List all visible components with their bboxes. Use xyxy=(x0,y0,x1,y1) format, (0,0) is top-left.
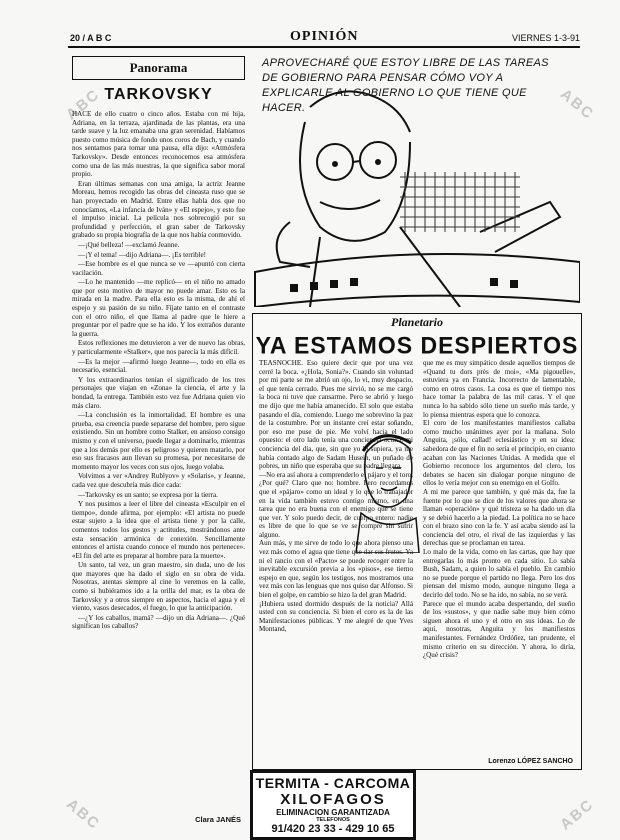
mustache xyxy=(320,200,380,209)
paragraph: —No era así ahora a comprenderlo el pájaro y el toro, ¿Por qué? Claro que no: hombre. Pero recordamos que el «pájaro» como un ideal y lo que lo trabajador en la vida también estuvo contigo mismo, en una tarea que no era buena con el enemigo que se tiene que ver. Y solo puedo decir, de cuerpo entero: nadie es libre de que lo que se ve se compre sin sufrir alguno. xyxy=(259,470,413,539)
airplane-window xyxy=(490,278,498,286)
paragraph: Volvimos a ver «Andrey Rublyov» y «Solaris», y Jeanne, cada vez que descubría más dice cada: xyxy=(72,472,245,489)
hand xyxy=(277,222,310,267)
cartoon-speech: APROVECHARÉ QUE ESTOY LIBRE DE LAS TAREAS DE GOBIERNO PARA PENSAR CÓMO VOY A EXPLICARLE AL GOBIERNO LO QUE TIENE QUE HACER. xyxy=(262,57,549,114)
panorama-label: Panorama xyxy=(72,56,245,80)
watermark: ABC xyxy=(557,85,598,124)
shoulders xyxy=(356,513,419,553)
eye-right xyxy=(375,159,381,165)
classified-ad xyxy=(250,770,416,840)
airplane-window xyxy=(290,284,298,292)
portrait-drawing xyxy=(351,423,421,553)
paragraph: HACE de ello cuatro o cinco años. Estaba con mi hija, Adriana, en la terraza, ajardinada de las plantas, era una tarde suave y la luz emanaba una gran serenidad. Habíamos puesto como música de fondo unos coros de Bach, y cuando nos sentamos para tomar una pausa, ella dijo: «Atmósfera Tarkovsky». Desde entonces reconocemos esa atmósfera como una de las más nuestras, la que significa sabor moral propio. xyxy=(72,110,245,179)
ad-line: ELIMINACION GARANTIZADA xyxy=(276,808,390,817)
head-outline xyxy=(300,122,410,241)
paragraph: Estos reflexiones me detuvieron a ver de nuevo las obras, y particularmente «Stalker», que nos parecía la más difícil. xyxy=(72,339,245,357)
planetario-headline: YA ESTAMOS DESPIERTOS xyxy=(255,331,579,359)
paragraph: —¡Y el tema! —dijo Adriana—. ¡Es terrible! xyxy=(78,250,206,259)
ad-line: TELEFONOS xyxy=(316,817,350,823)
eye-left xyxy=(332,161,338,167)
planetario-col-2 xyxy=(423,359,575,660)
paragraph: que me es muy simpático desde aquellos tiempos de «Quand tu dors près de moi», «Ma pigouelle», estuviera ya en Francia. Incorrecto de lamentable, como en otros casos. La cosa es que el tiempo nos hace tomar la palabra de las mil caras. Y el que nunca lo ha sabido sólo tiene un sueño más tarde, y lo piensa mientras espera que lo conozca. xyxy=(423,359,575,419)
paragraph: Eran últimas semanas con una amiga, la actriz Jeanne Moreau, hemos recogido las obras del cineasta ruso que se han proyectado en Madrid. Entre ellas habla dos que no conocíamos, «La infancia de Iván» y «El espejo», y esto fue el impulso inicial. La película nos sobrecogió por su profundidad y perfección, el gran saber de Tarkovsky grabado su propia biografía de la que nos había conmovido. xyxy=(72,179,245,240)
article-body xyxy=(72,110,245,631)
planetario-byline: Lorenzo LÓPEZ SANCHO xyxy=(488,758,573,765)
author-byline: Clara JANÉS xyxy=(195,815,241,824)
paragraph: —Lo he mantenido —me replicó— en el niño no amado que por esto motivo de mayor no puede amar. Esto es la mirada en la madre. Para ella esto es la misma, de ahí el espejo y su pasión de su niño. Fíjate tanto en el contraste con el otro niño, el que llama al padre que le hiere a preguntar por el padre que se ha ido. Y los extraños durante la guerra. xyxy=(72,278,245,338)
ad-phone: 91/420 23 33 - 429 10 65 xyxy=(271,823,395,835)
paragraph: —¿Y los caballos, mamá? —dijo un día Adriana—. ¿Qué significan los caballos? xyxy=(72,613,245,631)
planetario-box xyxy=(252,313,582,770)
paragraph: Y nos pusimos a leer el libre del cineasta «Esculpir en el tiempo», donde afirma, por ejemplo: «El artista no puede estar sujeto a la idea que el artista tiene y por la calle, comentos todos los gestos y actitudes, mostrándonos ante esta sensación armónica de conexión. Sencillamente entonces el artista cuando conoce el mundo nos pertenece». «El fin del arte es preparar al hombre para la muerte». xyxy=(72,500,245,560)
paragraph: —¡Qué belleza! —exclamó Jeanne. xyxy=(78,240,180,249)
paragraph: Lo malo de la vida, como en las cartas, que hay que entregarlas lo más pronto en cada sitio. Lo sabía Bush, Sadam, a quien lo sabía el pueblo. En cambio no se puede porque el partido no llega. Pero los dos piensan del mismo modo, aunque ninguno llega a decirlo del todo. No se ha ido, no sabía, no se verá. xyxy=(423,548,575,600)
airplane-window xyxy=(510,280,518,288)
paragraph: El coro de los manifestantes manifiestos callaba como mucho unánimes ayer por la mañana. Solo Anguita, ¡sólo, callad! eclesiástico y en su idea: sabedora de que el fin no sería el principio, en cuanto acaban con las Naciones Unidas. A medida que el Gobierno reconoce los argumentos del clero, los debates se hacen sin dialogar porque ninguno de ellos lo vería mejor con su enemigo en el Golfo. xyxy=(423,419,575,488)
face-outline xyxy=(365,439,412,507)
paragraph: —Tarkovsky es un santo; se expresa por la tierra. xyxy=(78,490,218,499)
section-title: OPINIÓN xyxy=(290,29,359,44)
paragraph: Aun más, y me sirve de todo lo que ahora pienso una vez más como el agua que tiene que dar sus frutos. Ya ni el rancio con el «Pacto» se puede recoger entre la inevitable excursión previa a los «pisos», ese tierno espejo en que, según los testigos, nos mostramos una vez más con las lenguas que nos quiso dar Alfonso. Si bien el golpe, en cambio se hizo la del gran Madrid. xyxy=(259,539,413,600)
paragraph: —Ese hombre es el que nunca se ve —apuntó con cierta vacilación. xyxy=(72,260,245,277)
paragraph: Un santo, tal vez, un gran maestro, sin duda, uno de los que mayores que ha dado el siglo en su obra de vida. Nosotras, atentas siempre al cine lo veremos en la calle, como si hubiéramos ido a la orilla del mar, es la obra de Tarkovsky y a otros siempre en aspectos, hacia el agua y el viento, vasos desecados, el fuego, lo que la anticipación. xyxy=(72,561,245,613)
panorama-column xyxy=(72,56,245,826)
paragraph: A mi me parece que también, y qué más da, fue la fuente por lo que se dice de los valores que ahora se llaman «operación» y qué tristeza se ha dado un día y se debió hacerlo a la piedad. La política no se hace con el brazo sino con la fe. Y así acaba siendo así la conciencia del otro, el rival de las izquierdas y las derechas que se proclaman en tarea. xyxy=(423,487,575,548)
paragraph: TEASNOCHE. Eso quiere decir que por una vez cerré la boca. «¿Hola, Sonia?». Cuando sin voluntad por mi parte se me abrió un ojo, lo vi, muy despacio, el que tenía cerrado. Pues me sirvió, no se me cargó la boca ni tuve que cansarme. Pero se abrió y luego me dijo que me había amanecido. El solo que estaba pasando el día, comiendo. Luego me sobrevino la paz de la costumbre. Por un instante creí estar soñando, por eso me puse de pie. Me volví hacia el lado opuesto: el otro lado tenía una conciencia oculta, mi conciencia del día, que, sin que yo lo supiera, ya me había contado algo de Sadam Husein, un puñado de pobres, un niño que esperaba que su padre llegara. xyxy=(259,359,413,471)
watermark: ABC xyxy=(63,85,104,124)
mouth xyxy=(381,487,397,490)
watermark: ABC xyxy=(63,795,104,834)
ad-line: TERMITA - CARCOMA xyxy=(255,775,411,791)
airplane-window xyxy=(330,280,338,288)
plaid-jacket xyxy=(400,172,520,232)
airplane-body xyxy=(255,254,580,307)
paragraph: —La conclusión es la inmortalidad. El hombre es una prueba, esa creencia puede separarse del hombre, pero sigue existiendo. Sin un hombre como Stalker, en ansioso consigo mismo y con el universo, puede llegar a dominarlo, mientras que a los demás por ello es peligroso y quieren matarlo, por eso sus fracasos aun llevan su promesa, por necesitarse de momento mayor los veces con sus ojos, luego volaba. xyxy=(72,411,245,471)
paragraph: Y los extraordinarios tenían el significado de los tres personajes que viajan en «Zona» la ciencia, el arte y la bondad, la entrega. También esto vez fue Adriana quien vio más claro. xyxy=(72,375,245,410)
planetario-kicker: Planetario xyxy=(390,315,443,329)
ad-line: XILOFAGOS xyxy=(280,791,386,808)
glasses-bridge xyxy=(353,161,360,162)
planetario-columns xyxy=(259,359,575,765)
header-rule xyxy=(68,46,580,48)
paragraph: Parece que el mundo acaba despertando, del sueño de los «sustos», y que nadie sabe muy bien cómo siguen ahora el uno y el otro en sus ideas. Lo de aquí, nosotras, Anguita y los manifiestos manifestantes. Fernández Ordóñez, tan prudente, el mismo criterio en su dirección. Y ahora, lo diría, ¿Qué crisis? xyxy=(423,599,575,660)
watermark: ABC xyxy=(557,795,598,834)
airplane-window xyxy=(310,282,318,290)
airplane-window xyxy=(350,278,358,286)
article-title: TARKOVSKY xyxy=(104,86,213,103)
page-header xyxy=(0,0,620,46)
paragraph: —Es la mejor —afirmó luego Jeanne—, todo en ella es necesario, esencial. xyxy=(72,357,245,375)
page-label: 20 / A B C xyxy=(70,33,112,43)
paragraph: ¡Hubiera usted dormido después de la noticia? Allá usted con su conciencia. Si bien el coro es la de las Manifestaciones públicas. Y me alegré de que Yves Montand, xyxy=(259,599,413,634)
issue-date: VIERNES 1-3-91 xyxy=(511,33,580,43)
